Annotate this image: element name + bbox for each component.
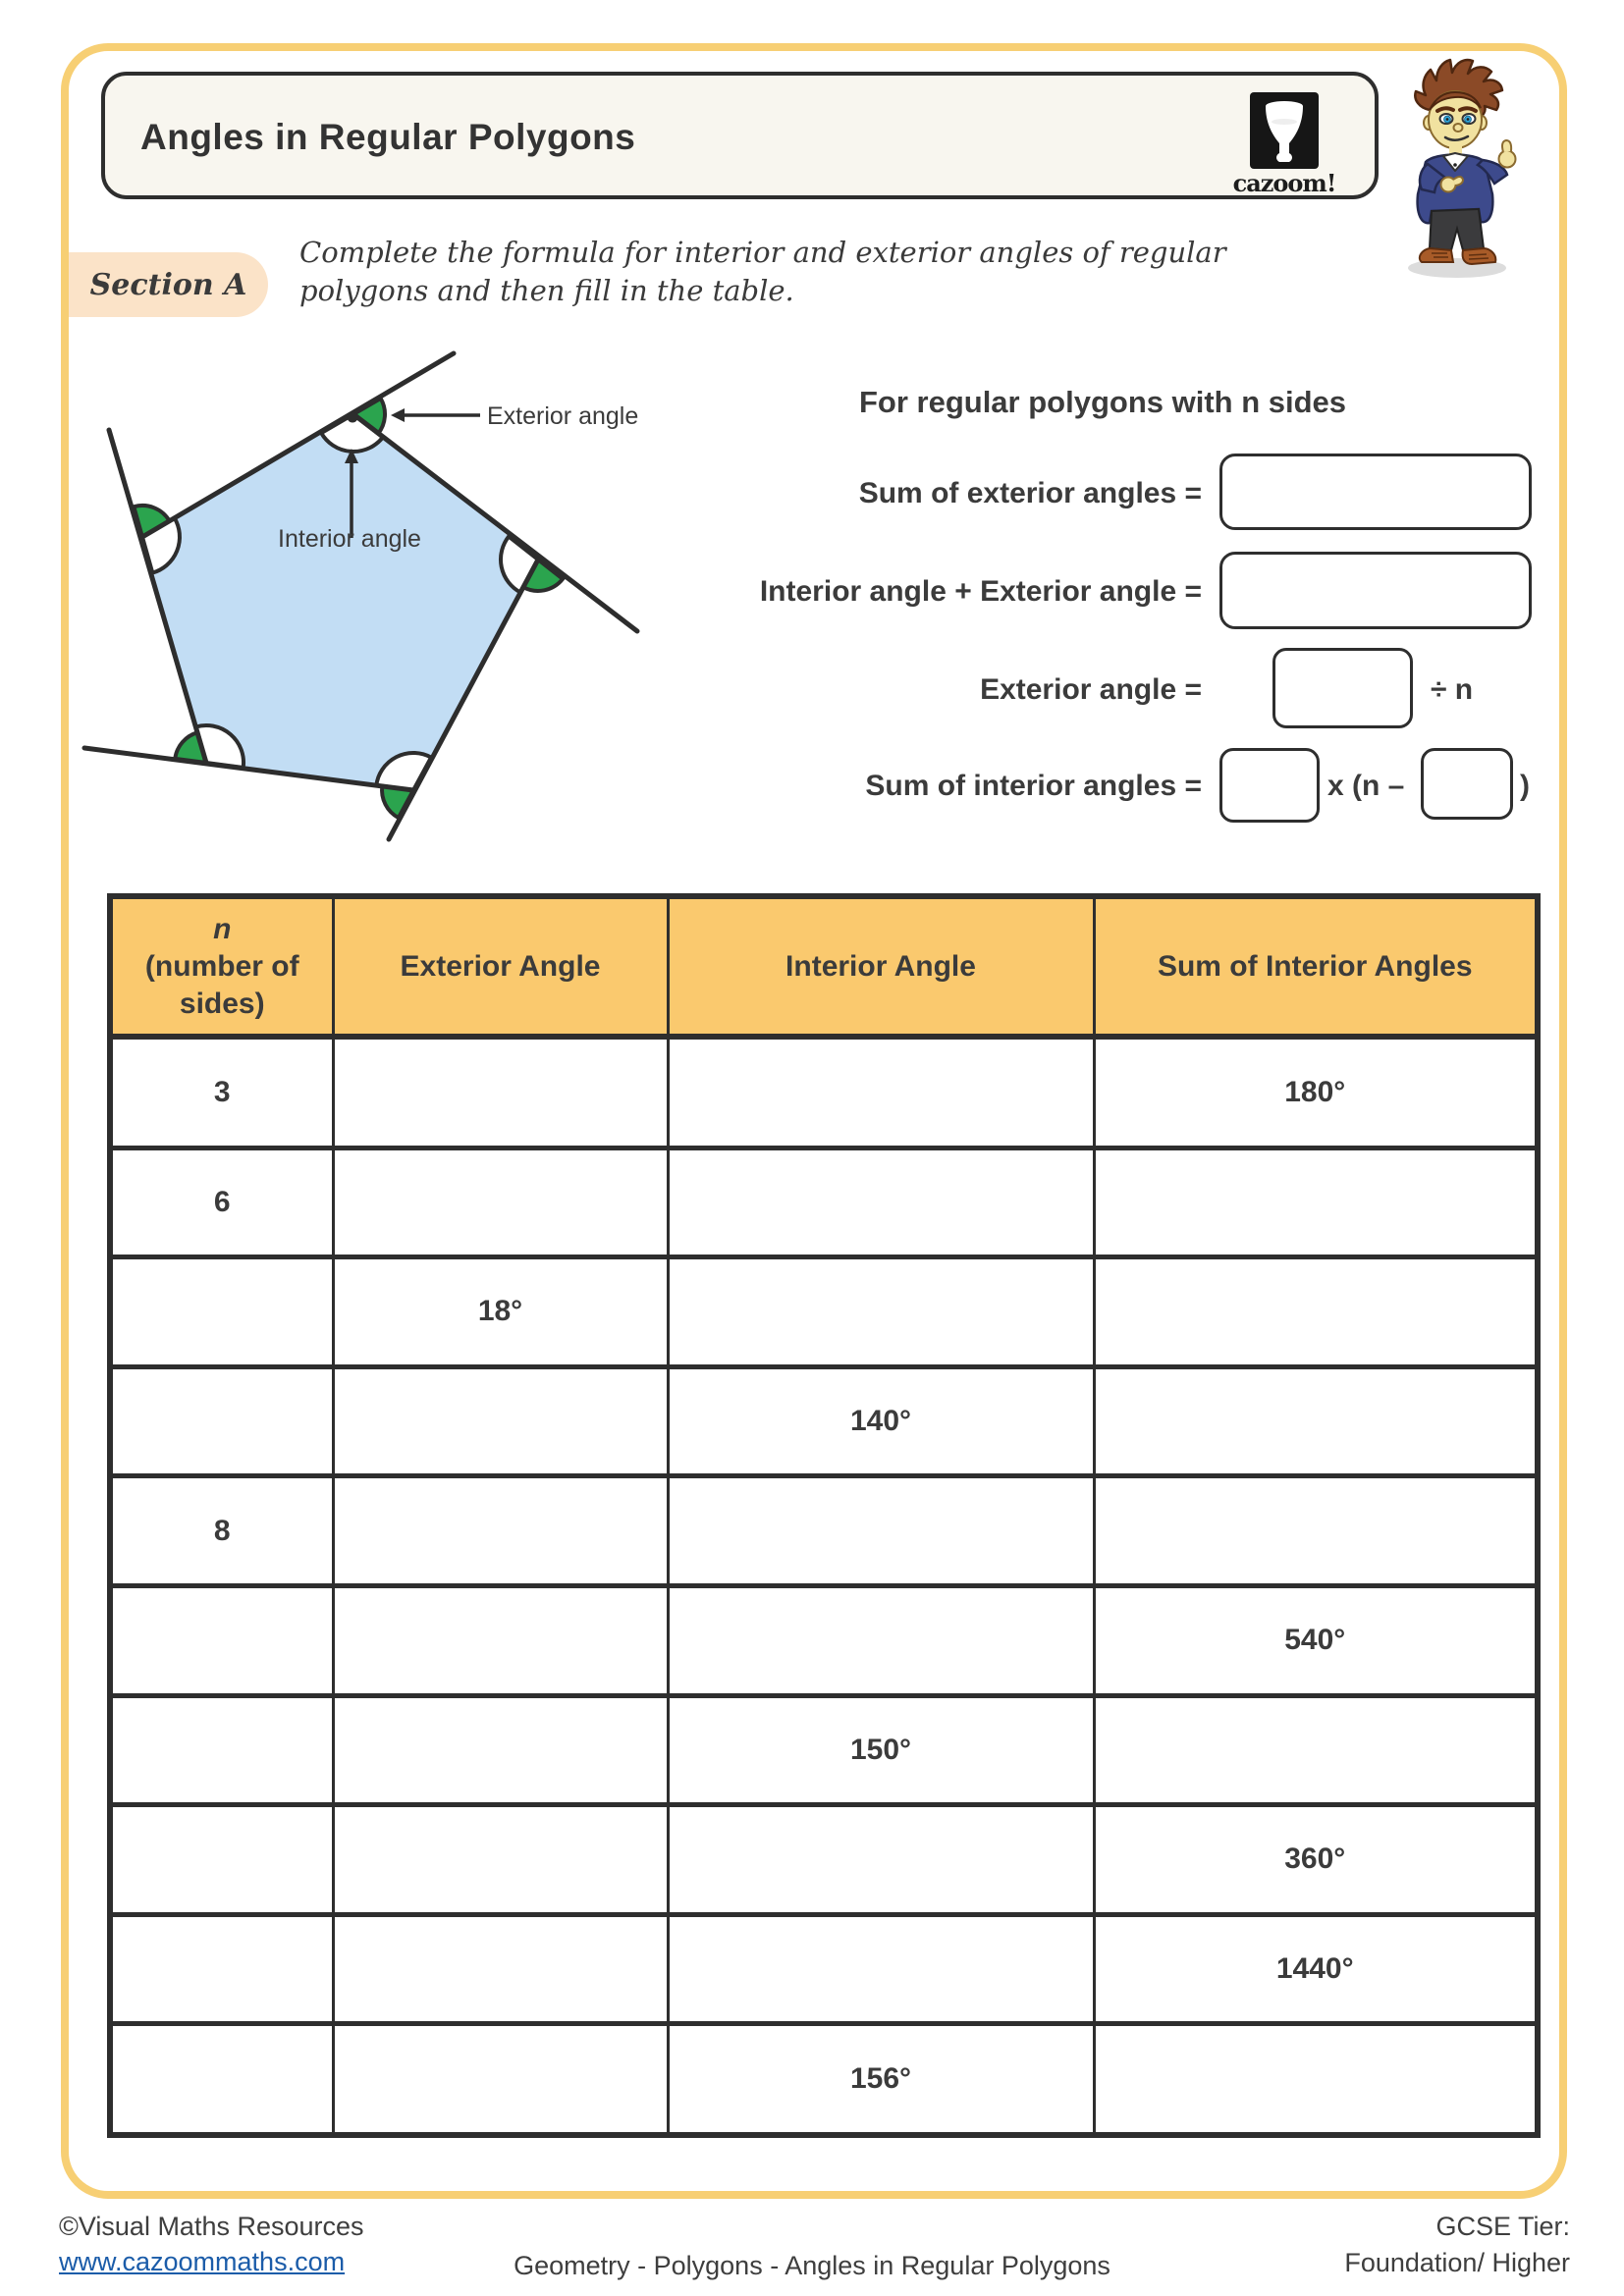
cell-exterior[interactable]: 18° xyxy=(333,1257,668,1367)
footer-copyright: ©Visual Maths Resources xyxy=(59,2212,364,2241)
page-title: Angles in Regular Polygons xyxy=(140,117,636,157)
cell-n[interactable] xyxy=(110,2024,333,2135)
col-header-interior: Interior Angle xyxy=(668,896,1094,1037)
polygon-diagram xyxy=(49,334,687,883)
cell-n[interactable] xyxy=(110,1585,333,1695)
section-a-text: Section A xyxy=(89,267,247,302)
cell-n[interactable] xyxy=(110,1914,333,2024)
cell-sum[interactable] xyxy=(1094,1257,1538,1367)
table-row xyxy=(110,1148,1538,1257)
instructions-line-1: Complete the formula for interior and exterior angles of regular xyxy=(299,236,1226,269)
section-a-label xyxy=(69,252,268,317)
cell-interior[interactable] xyxy=(668,1476,1094,1586)
formula-label-sum-exterior: Sum of exterior angles = xyxy=(858,477,1202,509)
answer-box-int-plus-ext[interactable] xyxy=(1219,552,1532,629)
footer-tier-label: GCSE Tier: xyxy=(1435,2212,1570,2241)
cell-exterior[interactable] xyxy=(333,1037,668,1148)
cell-exterior[interactable] xyxy=(333,1805,668,1915)
cell-n[interactable] xyxy=(110,1366,333,1476)
table-row xyxy=(110,1037,1538,1148)
formula-label-exterior: Exterior angle = xyxy=(980,673,1202,706)
cell-exterior[interactable] xyxy=(333,1914,668,2024)
table-header-row xyxy=(110,896,1538,1037)
footer-breadcrumb: Geometry - Polygons - Angles in Regular Polygons xyxy=(514,2251,1110,2280)
cell-exterior[interactable] xyxy=(333,1476,668,1586)
mascot-shoe xyxy=(1420,248,1453,262)
cell-sum[interactable]: 540° xyxy=(1094,1585,1538,1695)
table-row xyxy=(110,1366,1538,1476)
answer-box-sum-interior-a[interactable] xyxy=(1219,748,1320,823)
cell-n[interactable] xyxy=(110,1257,333,1367)
answer-box-sum-interior-b[interactable] xyxy=(1421,748,1513,820)
cell-n[interactable] xyxy=(110,1805,333,1915)
cazoom-logo-wordmark: cazoom! xyxy=(1232,169,1336,197)
formula-mid-x-n-minus: x (n – xyxy=(1327,770,1405,802)
formula-label-int-plus-ext: Interior angle + Exterior angle = xyxy=(759,575,1202,608)
mascot-pants xyxy=(1430,209,1484,250)
cell-exterior[interactable] xyxy=(333,1366,668,1476)
vertex-dot xyxy=(348,412,358,423)
col-header-sum: Sum of Interior Angles xyxy=(1094,896,1538,1037)
cell-sum[interactable] xyxy=(1094,1695,1538,1805)
cell-sum[interactable] xyxy=(1094,1476,1538,1586)
col-header-exterior: Exterior Angle xyxy=(333,896,668,1037)
instructions xyxy=(299,234,1226,310)
cell-exterior[interactable] xyxy=(333,1148,668,1257)
col-header-n: n (number of sides) xyxy=(110,896,333,1037)
answer-box-sum-exterior[interactable] xyxy=(1219,454,1532,530)
angles-table xyxy=(107,893,1541,2138)
cell-n[interactable]: 8 xyxy=(110,1476,333,1586)
cell-sum[interactable] xyxy=(1094,2024,1538,2135)
mascot-hand-right xyxy=(1499,151,1516,168)
cell-sum[interactable]: 360° xyxy=(1094,1805,1538,1915)
table-row xyxy=(110,1914,1538,2024)
cell-interior[interactable] xyxy=(668,1148,1094,1257)
cell-interior[interactable] xyxy=(668,1585,1094,1695)
mascot-character xyxy=(1392,55,1530,283)
cell-n[interactable] xyxy=(110,1695,333,1805)
cell-sum[interactable]: 180° xyxy=(1094,1037,1538,1148)
cell-exterior[interactable] xyxy=(333,1585,668,1695)
cell-interior[interactable] xyxy=(668,1257,1094,1367)
cell-interior[interactable] xyxy=(668,1037,1094,1148)
cell-n[interactable]: 6 xyxy=(110,1148,333,1257)
table-row xyxy=(110,1585,1538,1695)
cell-sum[interactable]: 1440° xyxy=(1094,1914,1538,2024)
cazoom-logo xyxy=(1226,92,1342,197)
cell-interior[interactable] xyxy=(668,1914,1094,2024)
cell-exterior[interactable] xyxy=(333,1695,668,1805)
cell-sum[interactable] xyxy=(1094,1366,1538,1476)
table-row xyxy=(110,2024,1538,2135)
cell-exterior[interactable] xyxy=(333,2024,668,2135)
cell-interior[interactable]: 140° xyxy=(668,1366,1094,1476)
mascot-nose xyxy=(1454,124,1463,132)
cell-sum[interactable] xyxy=(1094,1148,1538,1257)
cazoom-logo-icon xyxy=(1250,92,1319,171)
cell-interior[interactable] xyxy=(668,1805,1094,1915)
table-row xyxy=(110,1476,1538,1586)
cell-interior[interactable]: 150° xyxy=(668,1695,1094,1805)
table-row xyxy=(110,1257,1538,1367)
arrow-left-icon xyxy=(391,408,405,422)
mascot-thumb-right xyxy=(1502,140,1511,152)
exterior-angle-label: Exterior angle xyxy=(487,402,639,430)
table-row xyxy=(110,1695,1538,1805)
footer-website-link[interactable]: www.cazoommaths.com xyxy=(59,2247,346,2276)
answer-box-exterior[interactable] xyxy=(1272,648,1413,728)
cell-n[interactable]: 3 xyxy=(110,1037,333,1148)
title-box xyxy=(101,72,1379,199)
instructions-line-2: polygons and then fill in the table. xyxy=(299,274,794,307)
footer-tier-value: Foundation/ Higher xyxy=(1344,2248,1570,2277)
table-row xyxy=(110,1805,1538,1915)
formula-label-sum-interior: Sum of interior angles = xyxy=(865,770,1202,802)
formula-heading: For regular polygons with n sides xyxy=(858,385,1347,419)
mascot-shoe xyxy=(1463,248,1496,264)
cell-interior[interactable]: 156° xyxy=(668,2024,1094,2135)
interior-angle-label: Interior angle xyxy=(278,525,421,553)
formula-suffix-divide-n: ÷ n xyxy=(1431,673,1474,706)
formula-suffix-paren: ) xyxy=(1520,770,1530,802)
